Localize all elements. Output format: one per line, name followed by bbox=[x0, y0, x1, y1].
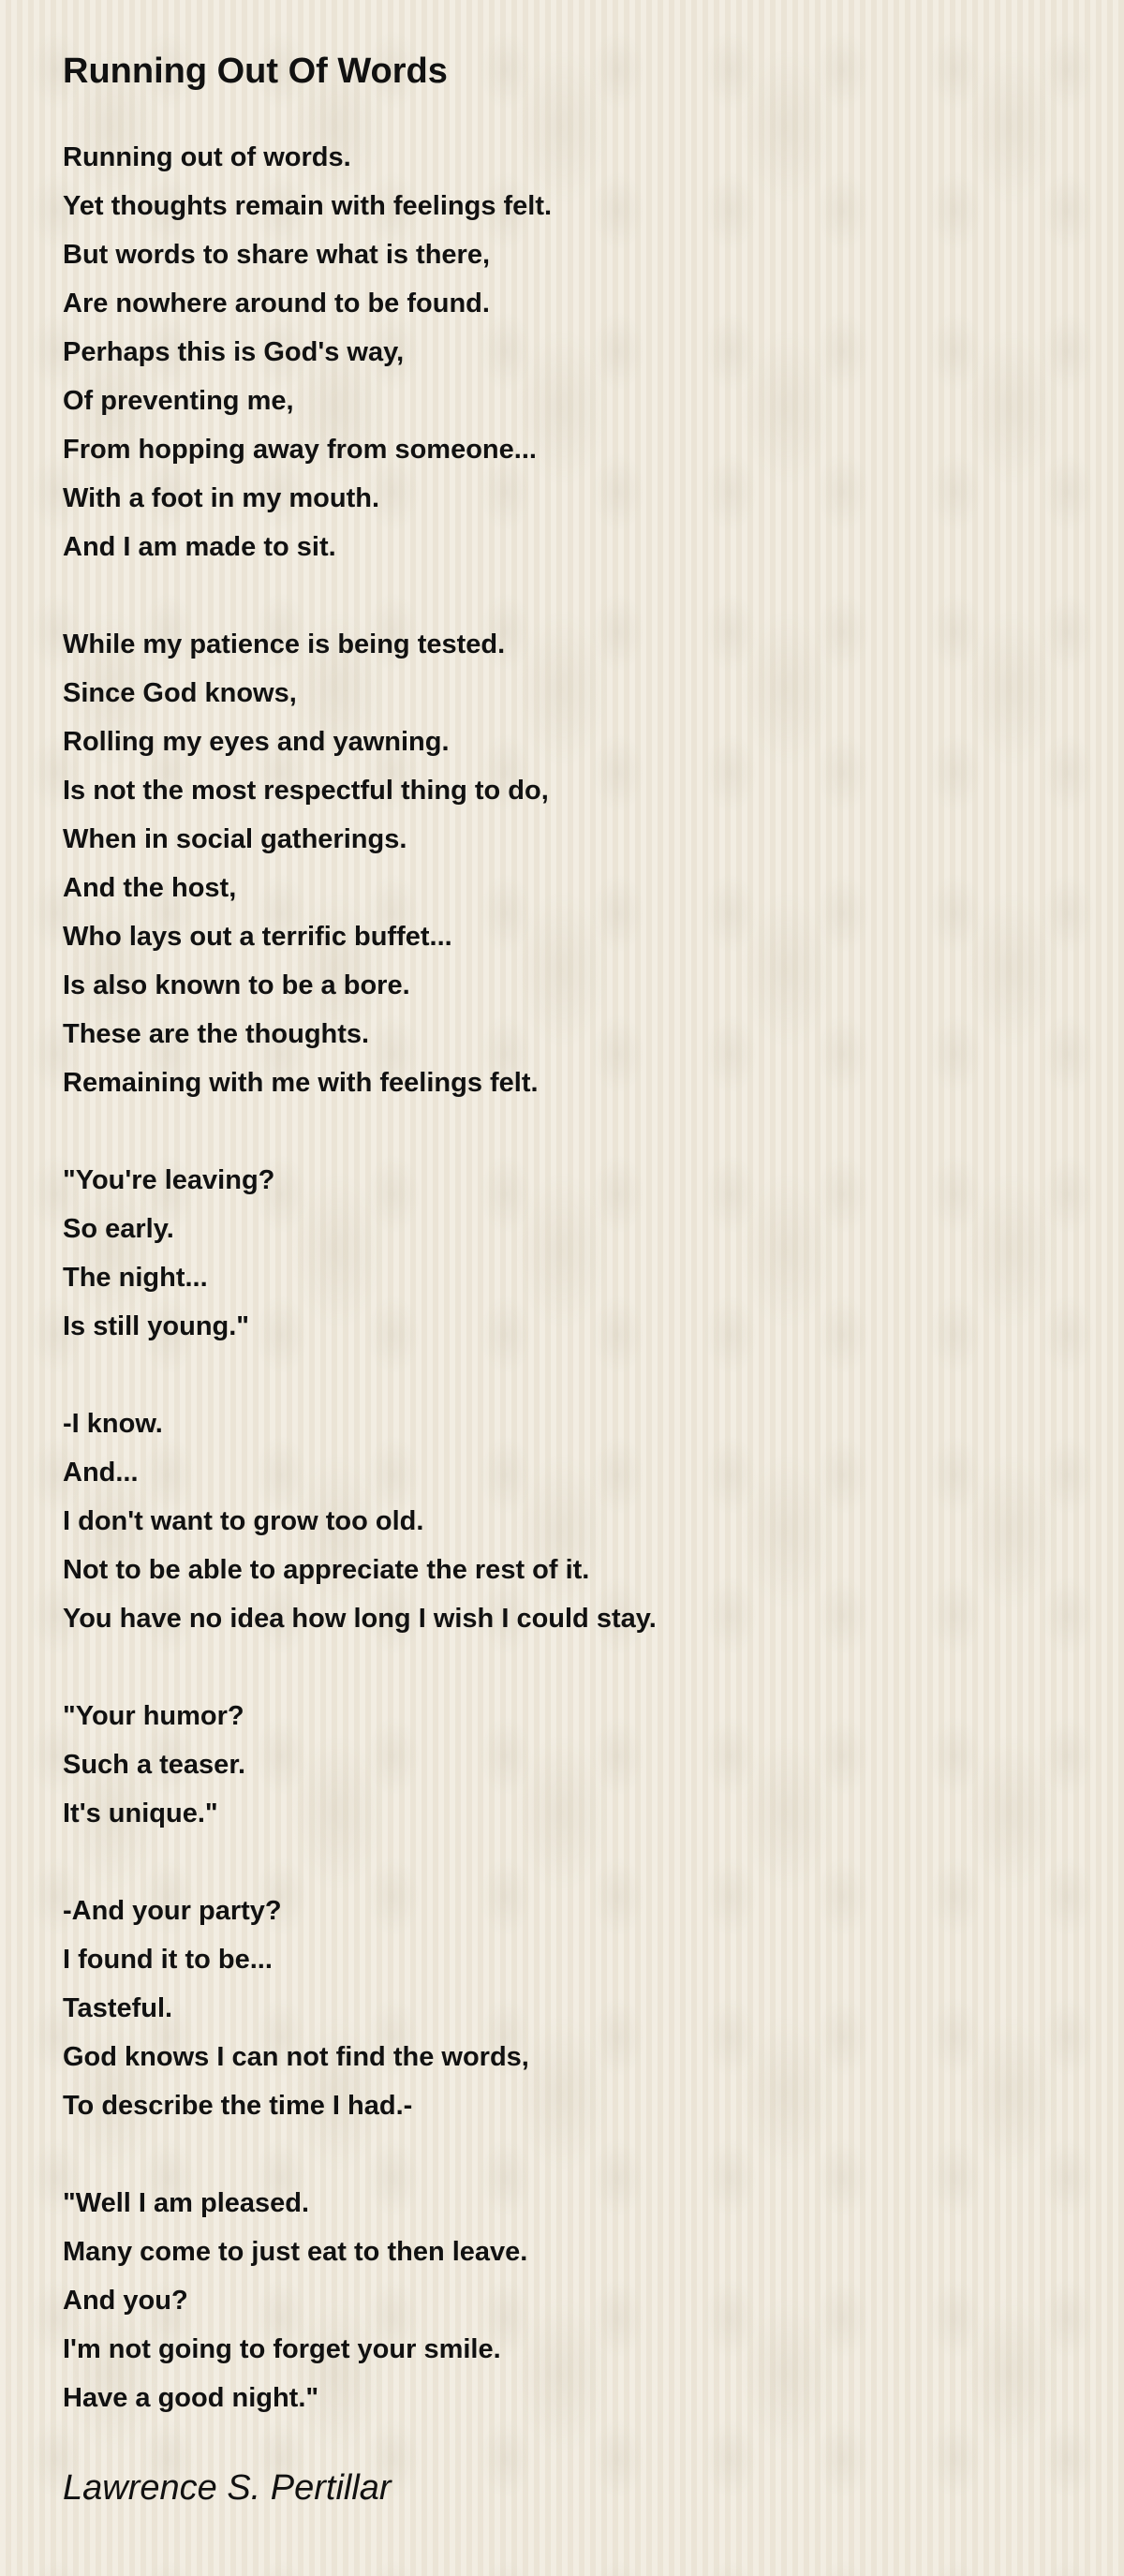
poem-line: While my patience is being tested. bbox=[63, 629, 506, 659]
poem-line: Rolling my eyes and yawning. bbox=[63, 727, 450, 757]
poem-line: God knows I can not find the words, bbox=[63, 2042, 529, 2072]
poem-line: Is also known to be a bore. bbox=[63, 970, 410, 1000]
poem-line: Since God knows, bbox=[63, 678, 297, 708]
poem-line: "Well I am pleased. bbox=[63, 2188, 310, 2218]
poem-line: Not to be able to appreciate the rest of it. bbox=[63, 1555, 590, 1585]
poem-stanza bbox=[63, 1692, 1124, 1838]
poem-stanza bbox=[63, 1156, 1124, 1351]
poem-line: Such a teaser. bbox=[63, 1750, 246, 1780]
poem-line: "You're leaving? bbox=[63, 1165, 275, 1195]
poem-line: Have a good night." bbox=[63, 2383, 319, 2413]
poem-stanza bbox=[63, 2179, 1124, 2422]
poem-line: It's unique." bbox=[63, 1799, 218, 1828]
poem-line: And I am made to sit. bbox=[63, 532, 336, 562]
poem-title: Running Out Of Words bbox=[63, 52, 448, 91]
poem-line: With a foot in my mouth. bbox=[63, 483, 380, 513]
poem-body bbox=[63, 133, 1124, 2422]
poem-line: These are the thoughts. bbox=[63, 1019, 370, 1049]
poem-line: And the host, bbox=[63, 873, 237, 903]
poem-line: Running out of words. bbox=[63, 142, 351, 172]
poem-line: And you? bbox=[63, 2286, 188, 2316]
poem-line: The night... bbox=[63, 1263, 208, 1293]
poem-line: Is not the most respectful thing to do, bbox=[63, 776, 549, 806]
poem-line: "Your humor? bbox=[63, 1701, 244, 1731]
poem-line: I'm not going to forget your smile. bbox=[63, 2334, 501, 2364]
poem-line: Are nowhere around to be found. bbox=[63, 289, 490, 318]
poem-line: To describe the time I had.- bbox=[63, 2091, 413, 2121]
poem-stanza bbox=[63, 1887, 1124, 2130]
poem-line: You have no idea how long I wish I could stay. bbox=[63, 1604, 657, 1634]
poem-line: From hopping away from someone... bbox=[63, 435, 537, 465]
poem-line: But words to share what is there, bbox=[63, 240, 491, 270]
poem-line: Many come to just eat to then leave. bbox=[63, 2237, 528, 2267]
poem-stanza bbox=[63, 133, 1124, 571]
poem-stanza bbox=[63, 1399, 1124, 1643]
poem-author: Lawrence S. Pertillar bbox=[63, 2468, 392, 2508]
poem-line: So early. bbox=[63, 1214, 174, 1244]
poem-line: Yet thoughts remain with feelings felt. bbox=[63, 191, 553, 221]
poem-line: Who lays out a terrific buffet... bbox=[63, 922, 452, 952]
poem-line: When in social gatherings. bbox=[63, 824, 407, 854]
poem-stanza bbox=[63, 620, 1124, 1107]
poem-line: Of preventing me, bbox=[63, 386, 294, 416]
poem-line: -And your party? bbox=[63, 1896, 282, 1926]
poem-line: Perhaps this is God's way, bbox=[63, 337, 405, 367]
poem-line: Tasteful. bbox=[63, 1993, 173, 2023]
poem-line: Remaining with me with feelings felt. bbox=[63, 1068, 539, 1098]
poem-line: And... bbox=[63, 1458, 139, 1488]
poem-line: I don't want to grow too old. bbox=[63, 1506, 424, 1536]
poem-line: Is still young." bbox=[63, 1311, 250, 1341]
poem-line: I found it to be... bbox=[63, 1945, 273, 1975]
poem-line: -I know. bbox=[63, 1409, 163, 1439]
